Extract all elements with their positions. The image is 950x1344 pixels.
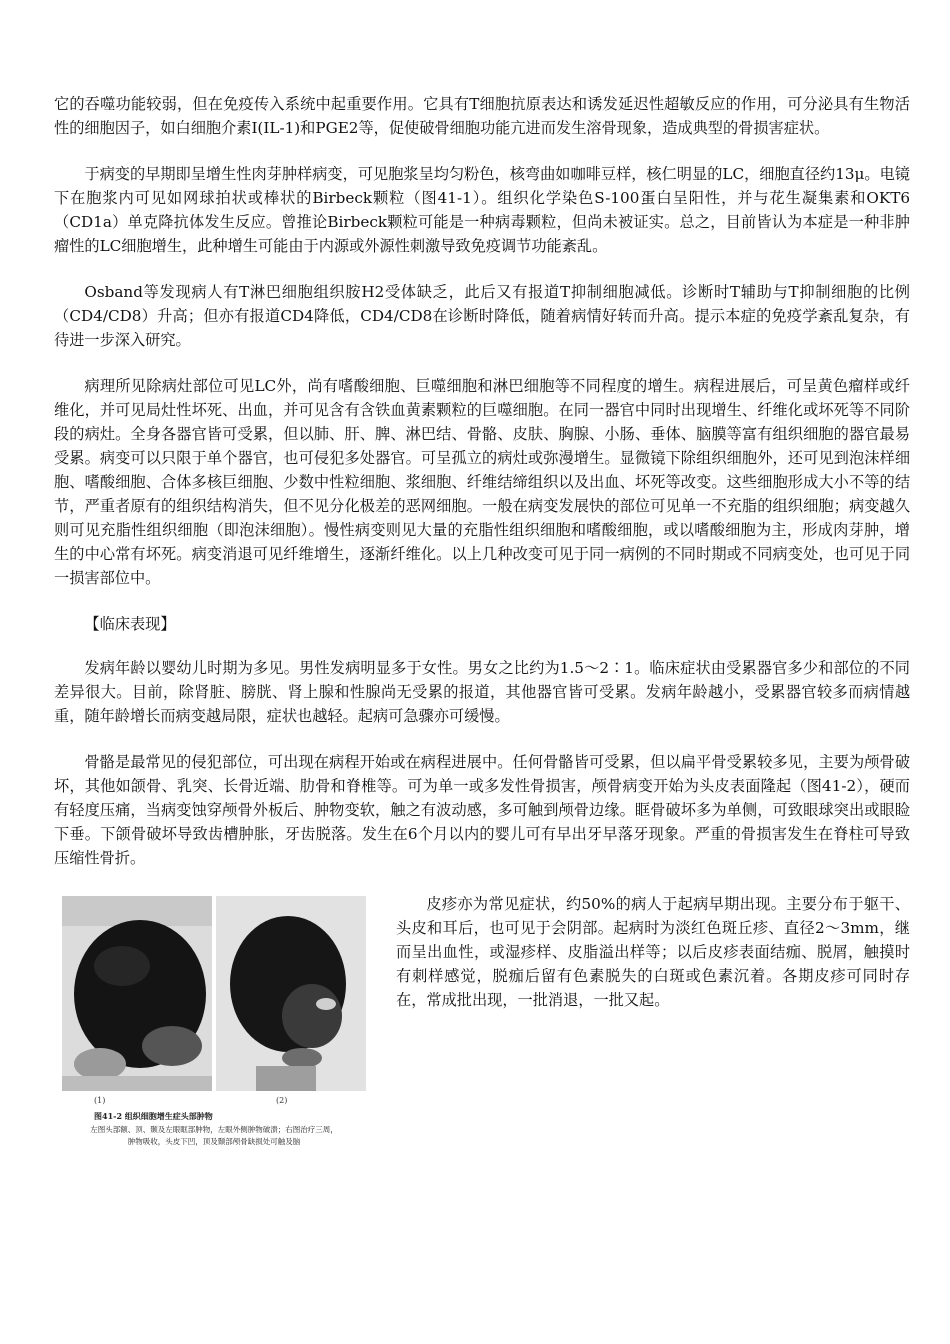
figure-label-right: (2) (276, 1096, 288, 1105)
paragraph-immune-function: 它的吞噬功能较弱，但在免疫传入系统中起重要作用。它具有T细胞抗原表达和诱发延迟性超敏反应的作用，可分泌具有生物活性的细胞因子，如白细胞介素Ⅰ(IL-1)和PGE2等，促使破骨细胞功能亢进而发生溶骨现象，造成典型的骨损害症状。 (54, 95, 910, 137)
paragraph-early-lesion: 于病变的早期即呈增生性肉芽肿样病变，可见胞浆呈均匀粉色，核弯曲如咖啡豆样，核仁明显的LC，细胞直径约13μ。电镜下在胞浆内可见如网球拍状或棒状的Birbeck颗粒（图41-1）。组织化学染色S-100蛋白呈阳性，并与花生凝集素和OKT6（CD1a）单克降抗体发生反应。曾推论Birbeck颗粒可能是一种病毒颗粒，但尚未被证实。总之，目前皆认为本症是一种非肿瘤性的LC细胞增生，此种增生可能由于内源或外源性刺激导致免疫调节功能紊乱。 (54, 165, 910, 255)
figure-label-left: (1) (94, 1096, 106, 1105)
paragraph-bone-involvement: 骨骼是最常见的侵犯部位，可出现在病程开始或在病程进展中。任何骨骼皆可受累，但以扁平骨受累较多见，主要为颅骨破坏，其他如颌骨、乳突、长骨近端、肋骨和脊椎等。可为单一或多发性骨损害，颅骨病变开始为头皮表面隆起（图41-2），硬而有轻度压痛，当病变蚀穿颅骨外板后、肿物变软，触之有波动感，多可触到颅骨边缘。眶骨破坏多为单侧，可致眼球突出或眼睑下垂。下颌骨破坏导致齿槽肿胀，牙齿脱落。发生在6个月以内的婴儿可有早出牙早落牙现象。严重的骨损害发生在脊柱可导致压缩性骨折。 (54, 753, 910, 867)
figure-and-rash-section (54, 892, 910, 1192)
paragraph-onset-age: 发病年龄以婴幼儿时期为多见。男性发病明显多于女性。男女之比约为1.5～2∶1。临床症状由受累器官多少和部位的不同差异很大。目前，除肾脏、膀胱、肾上腺和性腺尚无受累的报道，其他器官皆可受累。发病年龄越小，受累器官较多而病情越重，随年龄增长而病变越局限，症状也越轻。起病可急骤亦可缓慢。 (54, 659, 910, 725)
figure-photo-left (62, 896, 212, 1091)
section-heading-clinical: 【临床表现】 (84, 615, 176, 633)
figure-caption-line-2: 肿物吸收，头皮下凹，顶及颞部颅骨缺损处可触及脑 (127, 1137, 301, 1146)
figure-caption (54, 1124, 374, 1148)
figure-41-2 (54, 896, 374, 1186)
rash-text-block (396, 892, 910, 1012)
paragraph-rash: 皮疹亦为常见症状，约50%的病人于起病早期出现。主要分布于躯干、头皮和耳后，也可见于会阴部。起病时为淡红色斑丘疹、直径2～3mm，继而呈出血性，或湿疹样、皮脂溢出样等；以后皮疹表面结痂、脱屑，触摸时有刺样感觉，脱痂后留有色素脱失的白斑或色素沉着。各期皮疹可同时存在，常成批出现，一批消退，一批又起。 (396, 895, 910, 1009)
paragraph-pathology: 病理所见除病灶部位可见LC外，尚有嗜酸细胞、巨噬细胞和淋巴细胞等不同程度的增生。病程进展后，可呈黄色瘤样或纤维化，并可见局灶性坏死、出血，并可见含有含铁血黄素颗粒的巨噬细胞。在同一器官中同时出现增生、纤维化或坏死等不同阶段的病灶。全身各器官皆可受累，但以肺、肝、脾、淋巴结、骨骼、皮肤、胸腺、小肠、垂体、脑膜等富有组织细胞的器官最易受累。病变可以只限于单个器官，也可侵犯多处器官。可呈孤立的病灶或弥漫增生。显微镜下除组织细胞外，还可见到泡沫样细胞、嗜酸细胞、合体多核巨细胞、少数中性粒细胞、浆细胞、纤维结缔组织以及出血、坏死等改变。这些细胞形成大小不等的结节，严重者原有的组织结构消失，但不见分化极差的恶网细胞。一般在病变发展快的部位可见单一不充脂的组织细胞；病变越久则可见充脂性组织细胞（即泡沫细胞）。慢性病变则见大量的充脂性组织细胞和嗜酸细胞，或以嗜酸细胞为主，形成肉芽肿，增生的中心常有坏死。病变消退可见纤维增生，逐渐纤维化。以上几种改变可见于同一病例的不同时期或不同病变处，也可见于同一损害部位中。 (54, 377, 910, 587)
document-page (54, 92, 910, 1192)
figure-title: 图41-2 组织细胞增生症头部肿物 (94, 1111, 213, 1121)
figure-caption-line-1: 左图头部额、顶、颞及左眼眶部肿物，左眼外侧肿物破溃；右图治疗三周， (90, 1125, 338, 1134)
paragraph-t-cell: Osband等发现病人有T淋巴细胞组织胺H2受体缺乏，此后又有报道T抑制细胞减低。诊断时T辅助与T抑制细胞的比例（CD4/CD8）升高；但亦有报道CD4降低，CD4/CD8在诊断时降低，随着病情好转而升高。提示本症的免疫学紊乱复杂，有待进一步深入研究。 (54, 283, 910, 349)
figure-photo-right (216, 896, 366, 1091)
